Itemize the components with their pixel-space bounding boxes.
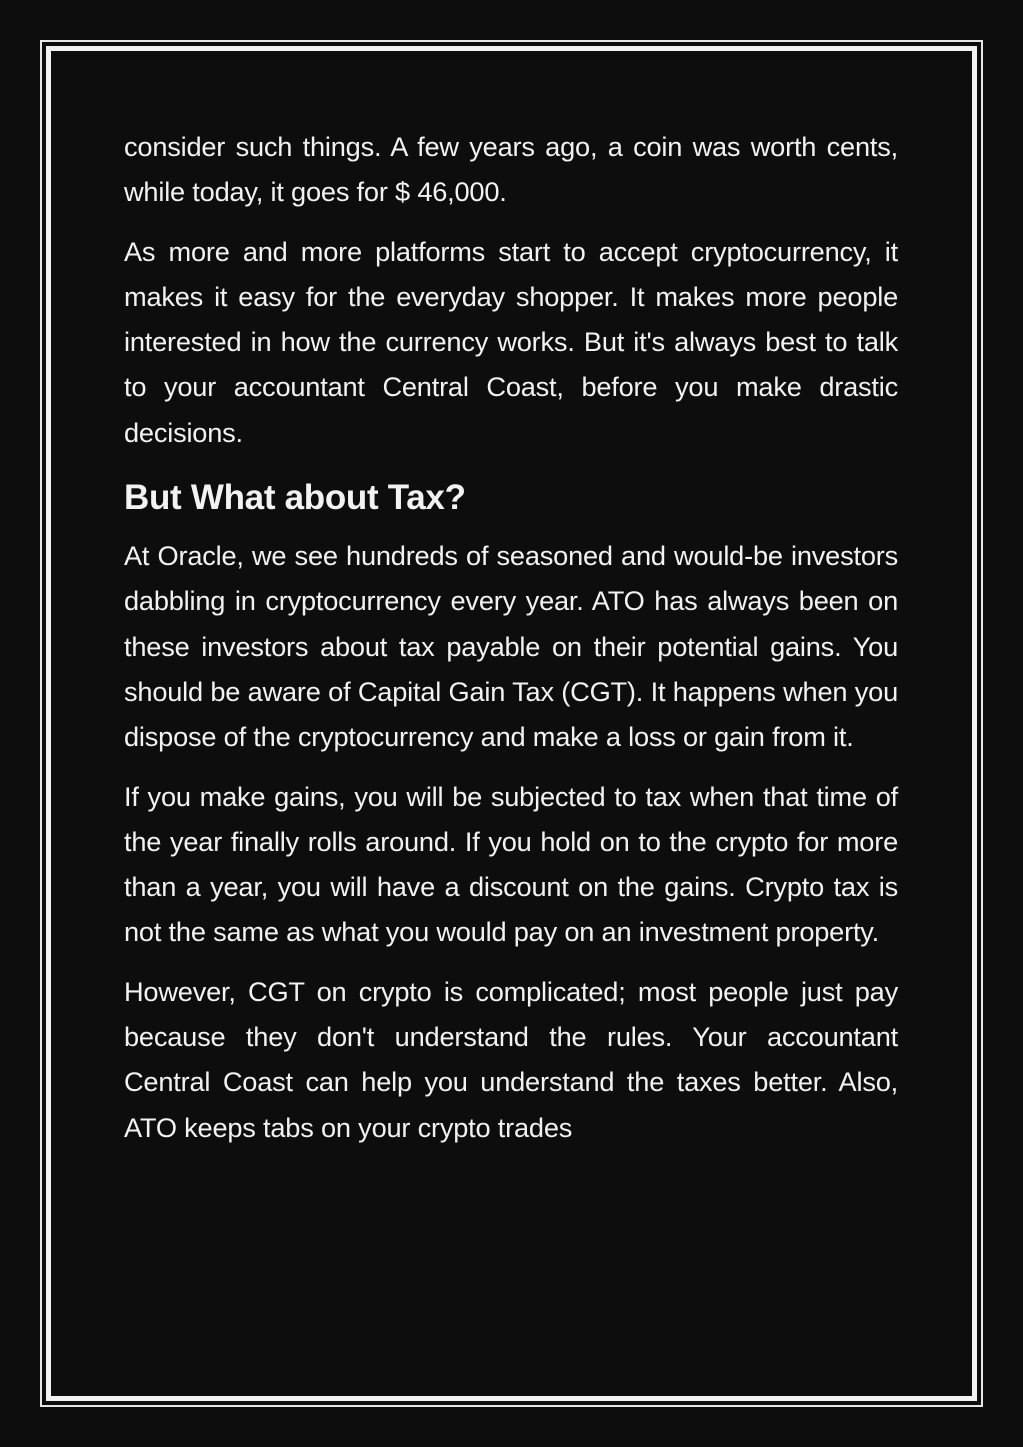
paragraph: As more and more platforms start to accept cryptocurrency, it makes it easy for the everyday shopper. It makes more people interested in how the currency works. But it's always best to talk to your accountant Central Coast, before you make drastic decisions. bbox=[124, 235, 898, 448]
paragraph: If you make gains, you will be subjected to tax when that time of the year finally rolls around. If you hold on to the crypto for more than a year, you will have a discount on the gains. Crypto tax is not the same as what you would pay on an investment property. bbox=[124, 780, 898, 948]
document-body bbox=[124, 124, 898, 1164]
paragraph: However, CGT on crypto is complicated; most people just pay because they don't understand the rules. Your accountant Central Coast can help you understand the taxes better. Also, ATO keeps tabs on your crypto trades bbox=[124, 975, 898, 1143]
paragraph: consider such things. A few years ago, a coin was worth cents, while today, it goes for $ 46,000. bbox=[124, 131, 898, 208]
paragraph: At Oracle, we see hundreds of seasoned and would-be investors dabbling in cryptocurrency every year. ATO has always been on these investors about tax payable on their potential gains. You should be aware of Capital Gain Tax (CGT). It happens when you dispose of the cryptocurrency and make a loss or gain from it. bbox=[124, 540, 898, 753]
section-heading: But What about Tax? bbox=[124, 478, 466, 518]
